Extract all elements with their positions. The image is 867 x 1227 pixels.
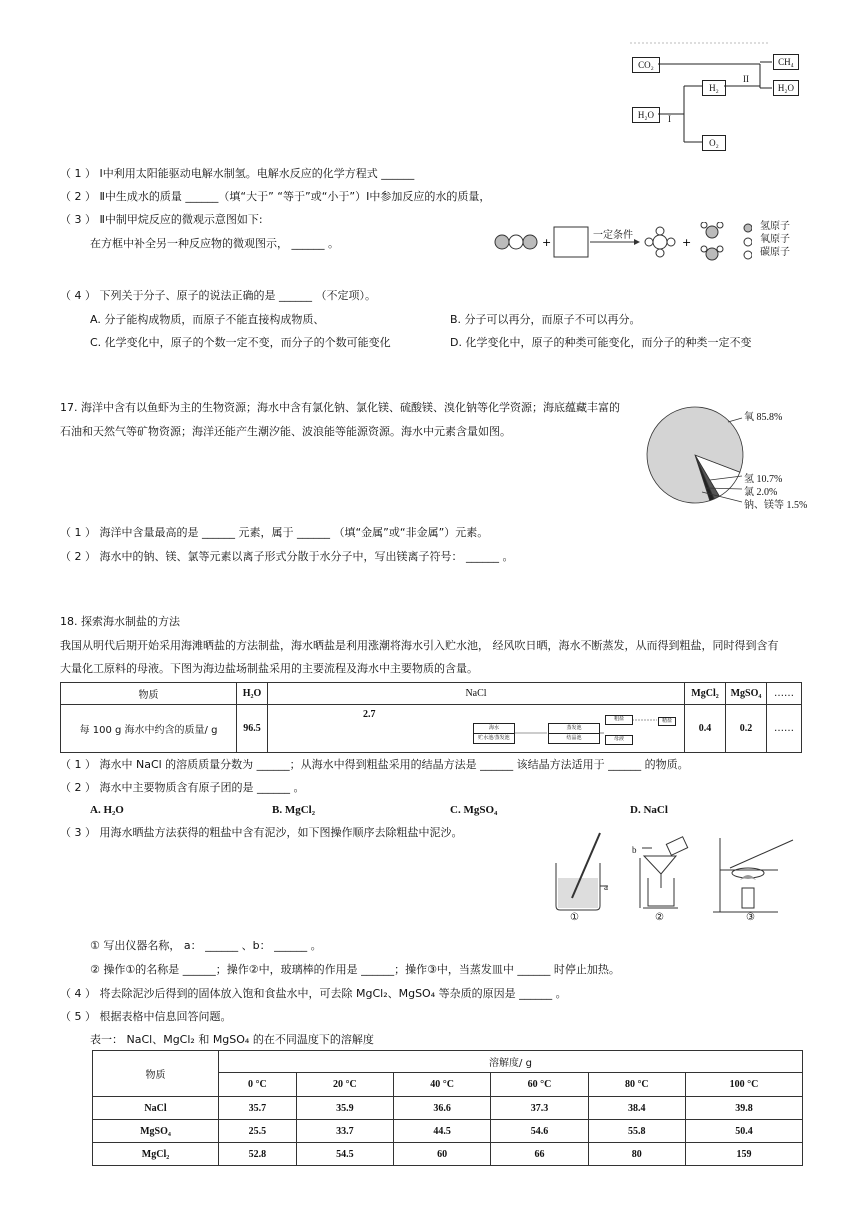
table-cell: 50.4 <box>685 1120 802 1143</box>
table-cell: 39.8 <box>685 1097 802 1120</box>
th-solubility: 溶解度/ g <box>219 1051 803 1073</box>
svg-text:+: + <box>682 236 692 249</box>
legend-item-h: 氢原子 <box>760 221 790 232</box>
label-II: II <box>743 74 749 84</box>
fig-label-3: ③ <box>746 912 755 923</box>
table-cell: 54.5 <box>296 1143 393 1166</box>
q16-part4: （ 4 ） 下列关于分子、原子的说法正确的是 ______ （不定项）。 <box>60 289 376 302</box>
q18-title: 18. 探索海水制盐的方法 <box>60 615 180 628</box>
h2o-box: H₂O <box>632 107 660 123</box>
co2-box: CO₂ <box>632 57 660 73</box>
th-mgso4: MgSO₄ <box>726 683 767 705</box>
th-temp: 40 °C <box>393 1073 490 1097</box>
q18-option-d: D. NaCl <box>630 804 668 816</box>
q18-sub1: ① 写出仪器名称， a： ______ 、b： ______ 。 <box>90 939 322 952</box>
salt-flow-mini <box>473 715 713 747</box>
q18-intro2: 大量化工原料的母液。下图为海边盐场制盐采用的主要流程及海水中主要物质的含量。 <box>60 662 478 675</box>
pie-label-cl: 氯 2.0% <box>744 487 778 498</box>
table-row <box>93 1097 803 1120</box>
legend-item-o: 氧原子 <box>760 234 790 245</box>
th-nacl: NaCl <box>268 683 685 705</box>
th-temp: 80 °C <box>588 1073 685 1097</box>
condition-label: 一定条件 <box>593 230 633 241</box>
lab-apparatus <box>548 828 798 928</box>
val-mgcl2: 0.4 <box>685 705 726 753</box>
pie-leader-line <box>728 418 742 422</box>
flow-box-2: 蒸发池 <box>548 723 600 734</box>
row-substance: NaCl <box>93 1097 219 1120</box>
pie-label-na: 钠、镁等 1.5% <box>744 500 808 511</box>
table-cell: 54.6 <box>491 1120 588 1143</box>
th-substance2: 物质 <box>93 1051 219 1097</box>
flow-box-0: 海水 <box>473 723 515 734</box>
composition-table <box>60 682 802 753</box>
q17-question2: （ 2 ） 海水中的钠、镁、氯等元素以离子形式分散于水分子中，写出镁离子符号： ______ 。 <box>60 550 514 563</box>
q18-question3: （ 3 ） 用海水晒盐方法获得的粗盐中含有泥沙，如下图操作顺序去除粗盐中泥沙。 <box>60 826 463 839</box>
fig-label-1: ① <box>570 912 579 923</box>
flow-arrows <box>620 38 780 158</box>
label-b: b <box>632 845 637 855</box>
label-a: a <box>604 882 608 892</box>
table-cell: 52.8 <box>219 1143 297 1166</box>
flow-box-6: 精盐 <box>658 717 676 726</box>
q18-option-a: A. H₂O <box>90 804 124 816</box>
label-I: I <box>668 114 671 124</box>
row-label: 每 100 g 海水中约含的质量/ g <box>61 705 237 753</box>
table2-caption: 表一： NaCl、MgCl₂ 和 MgSO₄ 的在不同温度下的溶解度 <box>90 1033 374 1046</box>
q17-question1: （ 1 ） 海洋中含量最高的是 ______ 元素，属于 ______ （填“金属”或“非金属”）元素。 <box>60 526 489 539</box>
q18-intro1: 我国从明代后期开始采用海滩晒盐的方法制盐，海水晒盐是利用涨潮将海水引入贮水池， 经风吹日晒，海水不断蒸发，从而得到粗盐，同时得到含有 <box>60 639 779 652</box>
table-cell: 66 <box>491 1143 588 1166</box>
q16-part3b: 在方框中补全另一种反应物的微观图示， ______ 。 <box>90 237 339 250</box>
table-row <box>93 1120 803 1143</box>
legend-item-c: 碳原子 <box>760 247 790 258</box>
q16-option-a: A. 分子能构成物质，而原子不能直接构成物质、 <box>90 313 325 326</box>
ch4-box: CH₄ <box>773 54 799 70</box>
table-cell: 60 <box>393 1143 490 1166</box>
q16-part3: （ 3 ） Ⅱ中制甲烷反应的微观示意图如下: <box>60 213 263 226</box>
table-cell: 37.3 <box>491 1097 588 1120</box>
pie-label-o: 氧 85.8% <box>744 412 783 423</box>
table-cell: 35.7 <box>219 1097 297 1120</box>
svg-text:+: + <box>542 236 552 249</box>
th-temp: 100 °C <box>685 1073 802 1097</box>
q16-part2: （ 2 ） Ⅱ中生成水的质量 ______（填“大于” “等于”或“小于”）Ⅰ中参加反应的水的质量， <box>60 190 491 203</box>
q18-question2: （ 2 ） 海水中主要物质含有原子团的是 ______ 。 <box>60 781 305 794</box>
th-mgcl2: MgCl₂ <box>685 683 726 705</box>
val-mgso4: 0.2 <box>726 705 767 753</box>
table-cell: 38.4 <box>588 1097 685 1120</box>
fig-label-2: ② <box>655 912 664 923</box>
table-cell: 25.5 <box>219 1120 297 1143</box>
val-h2o: 96.5 <box>237 705 268 753</box>
flow-box-4: 粗盐 <box>605 715 633 725</box>
th-h2o: H₂O <box>237 683 268 705</box>
solubility-table <box>92 1050 803 1166</box>
q18-question5: （ 5 ） 根据表格中信息回答问题。 <box>60 1010 232 1023</box>
th-temp: 60 °C <box>491 1073 588 1097</box>
flow-box-5: 母液 <box>605 735 633 745</box>
q16-option-c: C. 化学变化中，原子的个数一定不变，而分子的个数可能变化 <box>90 336 391 349</box>
atom-legend <box>760 220 790 259</box>
o2-box: O₂ <box>702 135 726 151</box>
h2o-out-box: H₂O <box>773 80 799 96</box>
h2-box: H₂ <box>702 80 726 96</box>
nacl-cell <box>268 705 685 753</box>
pie-label-h: 氢 10.7% <box>744 474 783 485</box>
table-cell: 35.9 <box>296 1097 393 1120</box>
table-cell: 33.7 <box>296 1120 393 1143</box>
q16-option-d: D. 化学变化中，原子的种类可能变化，而分子的种类一定不变 <box>450 336 752 349</box>
table-cell: 44.5 <box>393 1120 490 1143</box>
q18-question4: （ 4 ） 将去除泥沙后得到的固体放入饱和食盐水中，可去除 MgCl₂、MgSO₄ 等杂质的原因是 ______ 。 <box>60 987 567 1000</box>
q18-question1: （ 1 ） 海水中 NaCl 的溶质质量分数为 ______；从海水中得到粗盐采用的结晶方法是 ______ 该结晶方法适用于 ______ 的物质。 <box>60 758 689 771</box>
q18-sub2: ② 操作①的名称是 ______；操作②中，玻璃棒的作用是 ______；操作③中，当蒸发皿中 ______ 时停止加热。 <box>90 963 620 976</box>
table-cell: 36.6 <box>393 1097 490 1120</box>
row-substance: MgSO₄ <box>93 1120 219 1143</box>
table-row <box>93 1143 803 1166</box>
q17-text1: 17. 海洋中含有以鱼虾为主的生物资源；海水中含有氯化钠、氯化镁、硫酸镁、溴化钠等化学资源；海底蕴藏丰富的 <box>60 401 620 414</box>
q18-option-b: B. MgCl₂ <box>272 804 316 816</box>
th-substance: 物质 <box>61 683 237 705</box>
q17-text2: 石油和天然气等矿物资源；海洋还能产生潮汐能、波浪能等能源资源。海水中元素含量如图。 <box>60 425 511 438</box>
val-more: …… <box>767 705 802 753</box>
val-nacl: 2.7 <box>363 709 376 720</box>
th-temp: 20 °C <box>296 1073 393 1097</box>
table-cell: 159 <box>685 1143 802 1166</box>
table-cell: 55.8 <box>588 1120 685 1143</box>
q16-option-b: B. 分子可以再分，而原子不可以再分。 <box>450 313 641 326</box>
flow-box-3: 结晶池 <box>548 733 600 744</box>
q16-part1: （ 1 ） Ⅰ中利用太阳能驱动电解水制氢。电解水反应的化学方程式 ______ <box>60 167 415 180</box>
row-substance: MgCl₂ <box>93 1143 219 1166</box>
table-cell: 80 <box>588 1143 685 1166</box>
q18-option-c: C. MgSO₄ <box>450 804 498 816</box>
th-temp: 0 °C <box>219 1073 297 1097</box>
flow-box-1: 贮水池/蒸发池 <box>473 733 515 744</box>
th-more: …… <box>767 683 802 705</box>
